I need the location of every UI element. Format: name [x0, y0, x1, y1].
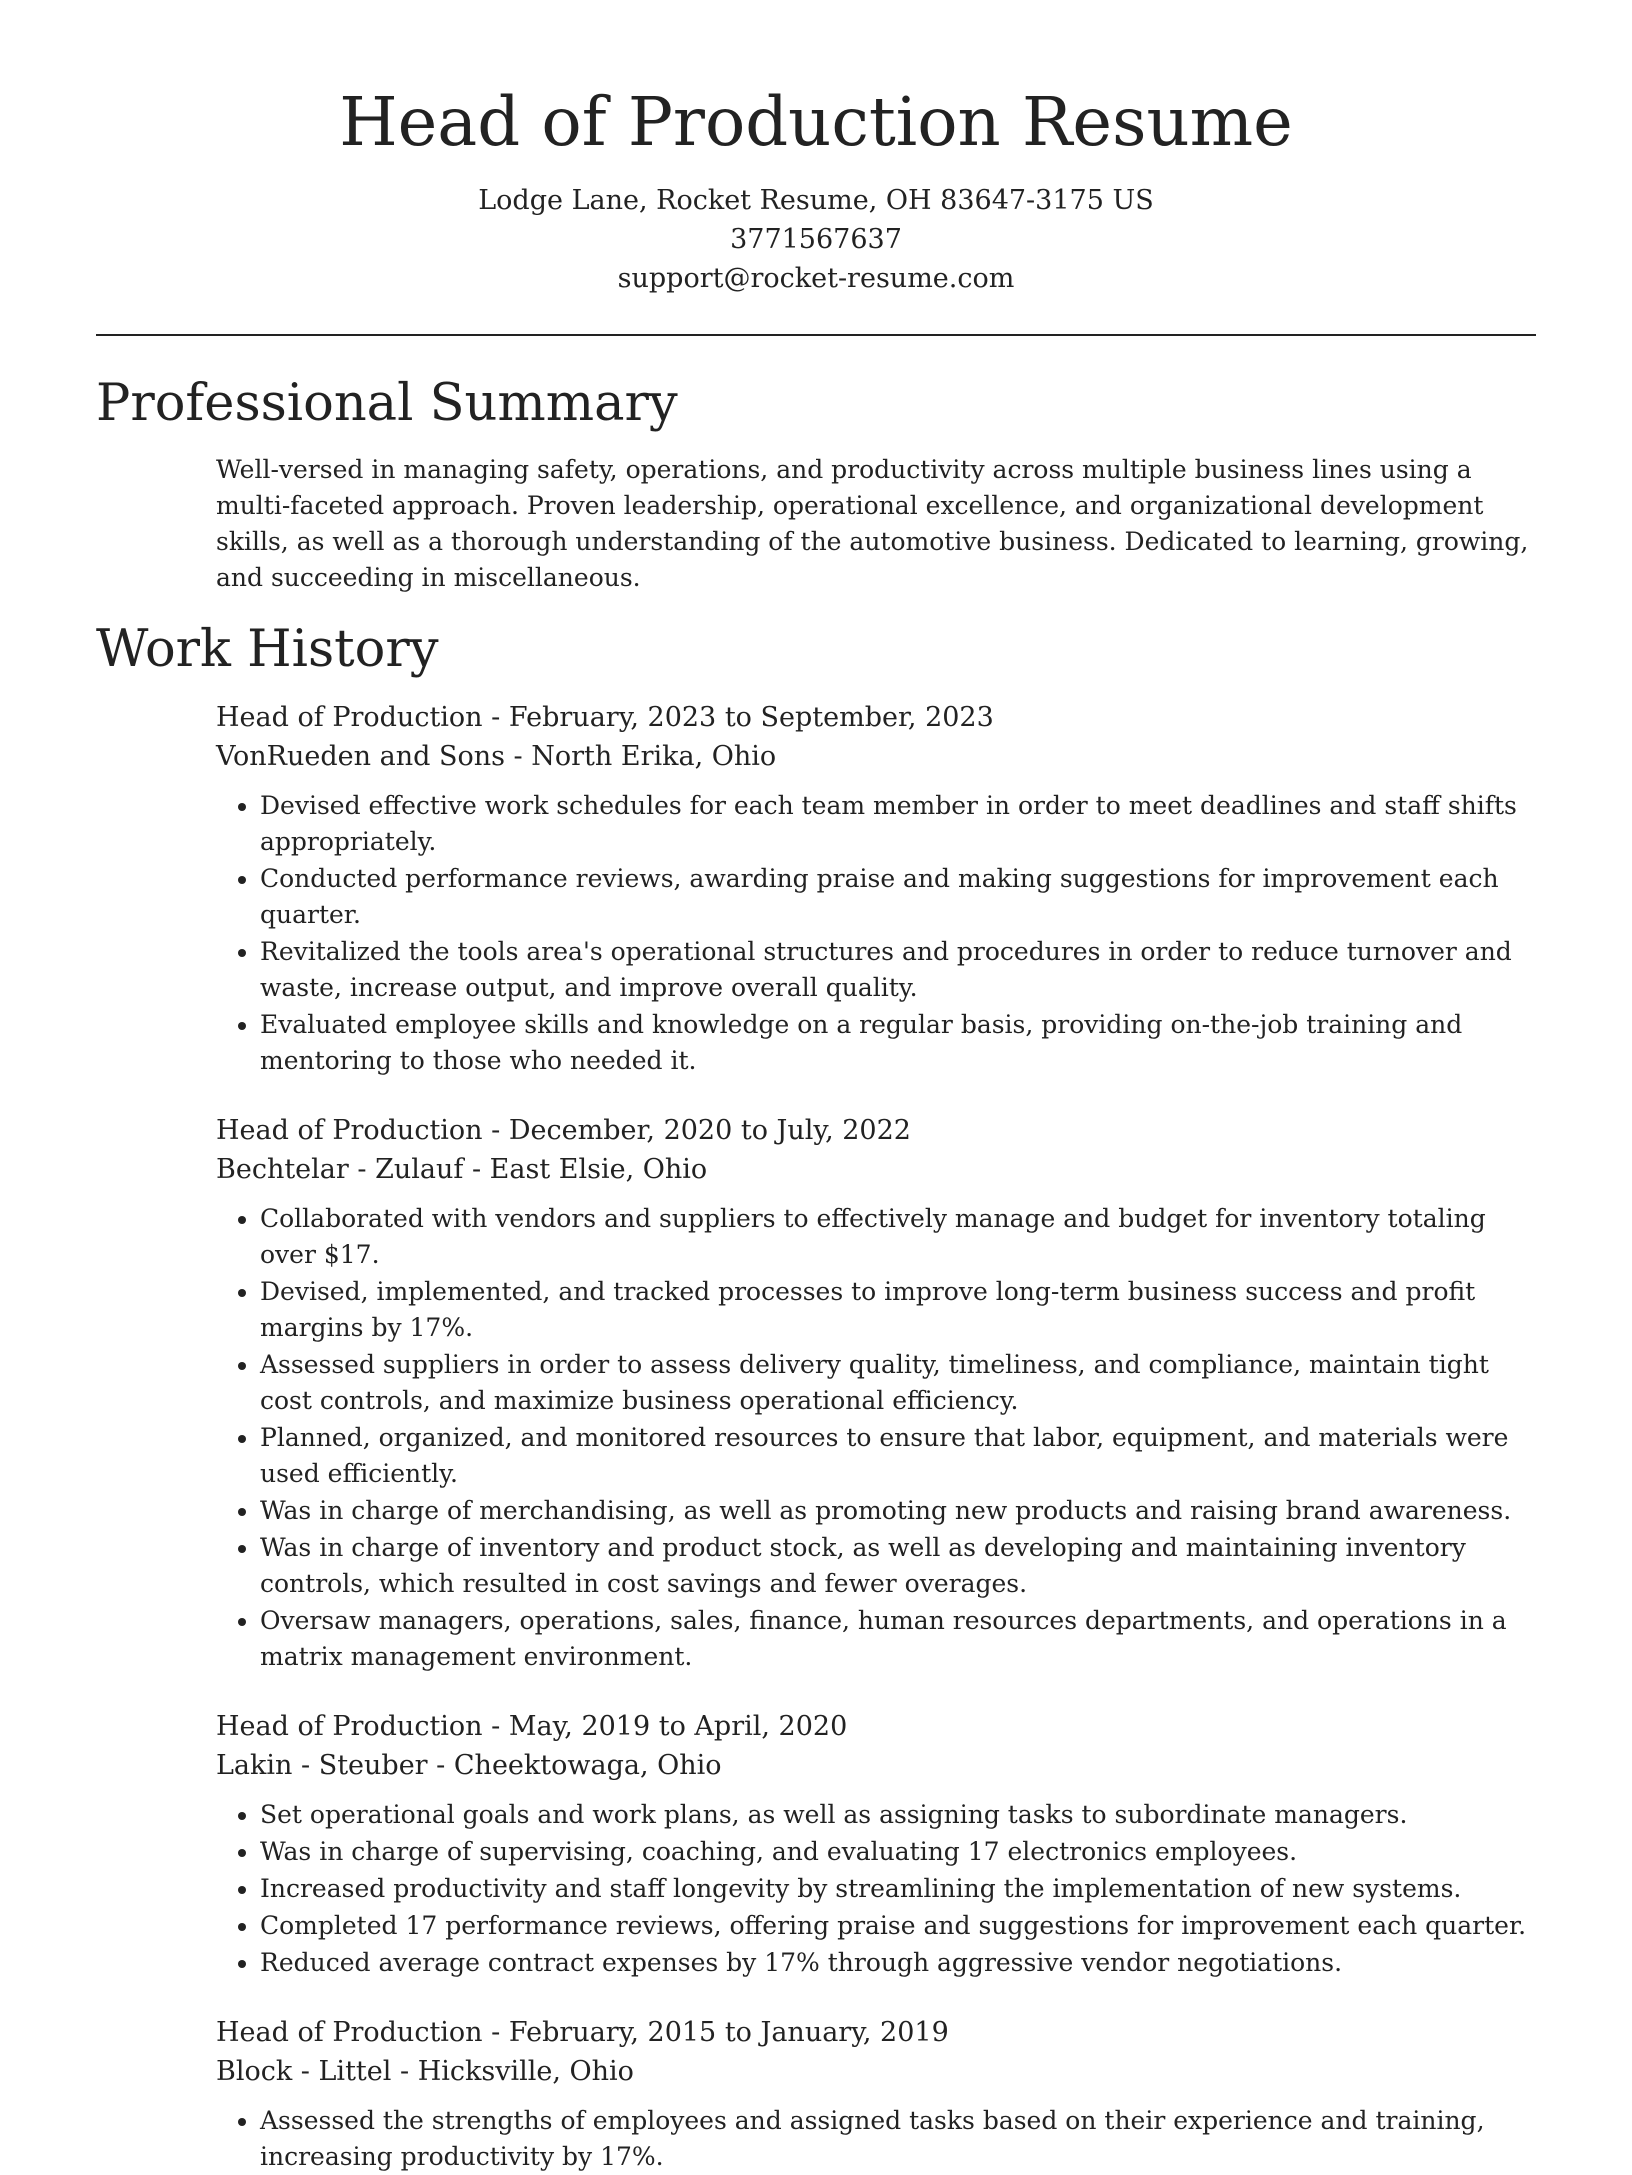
job-title-line: [216, 1707, 1536, 1746]
separator: -: [482, 1711, 509, 1743]
job-company: Lakin - Steuber: [216, 1750, 428, 1782]
job-entry: [216, 2013, 1536, 2175]
summary-text: Well-versed in managing safety, operations, and productivity across multiple business lines using a multi-faceted approach. Proven leadership, operational excellence, and organizational development skills, as well as a thorough understanding of the automotive business. Dedicated to learning, growing, and succeeding in miscellaneous.: [216, 455, 1529, 593]
job-role: Head of Production: [216, 1711, 483, 1743]
header-divider: [96, 334, 1536, 336]
job-location: Cheektowaga, Ohio: [453, 1750, 722, 1782]
job-location: Hicksville, Ohio: [417, 2056, 634, 2088]
work-history-heading: Work History: [96, 620, 439, 680]
job-dates: February, 2015 to January, 2019: [508, 2017, 949, 2049]
job-location: East Elsie, Ohio: [489, 1154, 708, 1186]
job-bullets: [216, 1201, 1536, 1675]
job-dates: May, 2019 to April, 2020: [508, 1711, 848, 1743]
list-item: • Set operational goals and work plans, as well as assigning tasks to subordinate managers.: [260, 1797, 1536, 1833]
list-item: • Collaborated with vendors and suppliers to effectively manage and budget for inventory totaling over $17.: [260, 1201, 1536, 1273]
separator: -: [391, 2056, 418, 2088]
contact-phone: 3771567637: [730, 224, 902, 256]
list-item: • Reduced average contract expenses by 17% through aggressive vendor negotiations.: [260, 1945, 1536, 1981]
list-item: • Planned, organized, and monitored resources to ensure that labor, equipment, and materials were used efficiently.: [260, 1420, 1536, 1492]
list-item: • Conducted performance reviews, awarding praise and making suggestions for improvement each quarter.: [260, 861, 1536, 933]
separator: -: [427, 1750, 454, 1782]
list-item: • Devised, implemented, and tracked processes to improve long-term business success and profit margins by 17%.: [260, 1274, 1536, 1346]
job-entry: [216, 1111, 1536, 1675]
job-entry: [216, 1707, 1536, 1981]
list-item: • Devised effective work schedules for each team member in order to meet deadlines and staff shifts appropriately.: [260, 788, 1536, 860]
list-item: • Increased productivity and staff longevity by streamlining the implementation of new systems.: [260, 1871, 1536, 1907]
contact-email: support@rocket-resume.com: [617, 263, 1015, 295]
separator: -: [463, 1154, 490, 1186]
job-role: Head of Production: [216, 2017, 483, 2049]
job-dates: February, 2023 to September, 2023: [508, 702, 994, 734]
job-company-line: [216, 2052, 1536, 2091]
job-title-line: [216, 1111, 1536, 1150]
job-location: North Erika, Ohio: [531, 741, 777, 773]
work-history-list: [96, 698, 1536, 2175]
list-item: • Was in charge of supervising, coaching, and evaluating 17 electronics employees.: [260, 1834, 1536, 1870]
separator: -: [482, 702, 509, 734]
list-item: • Revitalized the tools area's operational structures and procedures in order to reduce turnover and waste, increase output, and improve overall quality.: [260, 934, 1536, 1006]
resume-header: [96, 0, 1536, 298]
job-bullets: [216, 2103, 1536, 2175]
list-item: • Completed 17 performance reviews, offering praise and suggestions for improvement each quarter.: [260, 1908, 1536, 1944]
job-company-line: [216, 1746, 1536, 1785]
job-dates: December, 2020 to July, 2022: [508, 1115, 911, 1147]
list-item: • Assessed the strengths of employees and assigned tasks based on their experience and training, increasing productivity by 17%.: [260, 2103, 1536, 2175]
job-bullets: [216, 788, 1536, 1079]
summary-heading: Professional Summary: [96, 374, 678, 434]
job-company: Block - Littel: [216, 2056, 392, 2088]
contact-address: Lodge Lane, Rocket Resume, OH 83647-3175 US: [478, 185, 1154, 217]
list-item: • Assessed suppliers in order to assess delivery quality, timeliness, and compliance, maintain tight cost controls, and maximize business operational efficiency.: [260, 1347, 1536, 1419]
job-company-line: [216, 1150, 1536, 1189]
separator: -: [504, 741, 532, 773]
job-company: VonRueden and Sons: [216, 741, 505, 773]
page-title: Head of Production Resume: [339, 83, 1293, 161]
job-entry: [216, 698, 1536, 1079]
job-company: Bechtelar - Zulauf: [216, 1154, 464, 1186]
job-role: Head of Production: [216, 1115, 483, 1147]
separator: -: [482, 2017, 509, 2049]
separator: -: [482, 1115, 509, 1147]
job-role: Head of Production: [216, 702, 483, 734]
list-item: • Evaluated employee skills and knowledge on a regular basis, providing on-the-job training and mentoring to those who needed it.: [260, 1007, 1536, 1079]
list-item: • Was in charge of inventory and product stock, as well as developing and maintaining inventory controls, which resulted in cost savings and fewer overages.: [260, 1530, 1536, 1602]
list-item: • Was in charge of merchandising, as well as promoting new products and raising brand awareness.: [260, 1493, 1536, 1529]
job-company-line: [216, 737, 1536, 776]
job-title-line: [216, 698, 1536, 737]
list-item: • Oversaw managers, operations, sales, finance, human resources departments, and operations in a matrix management environment.: [260, 1603, 1536, 1675]
job-title-line: [216, 2013, 1536, 2052]
job-bullets: [216, 1797, 1536, 1981]
